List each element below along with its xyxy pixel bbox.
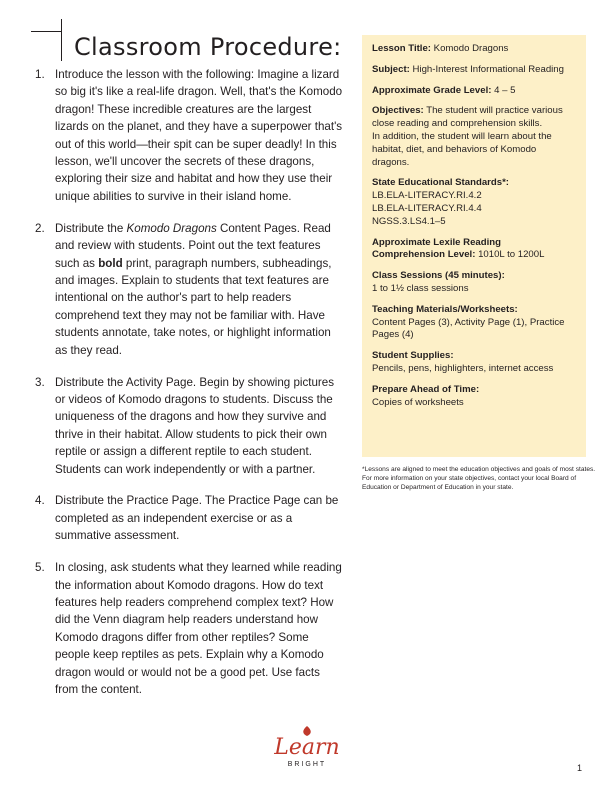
step-number: 1. (35, 68, 45, 81)
step-text: In closing, ask students what they learned while reading the information about Komodo dragons. How do text features help readers comprehend complex text? How did the Venn diagram help readers understand how Komodo dragons differ from other reptiles? Some people keep reptiles as pets. Explain why a Komodo dragon would or would not be a good pet. Use facts from the content. (55, 561, 342, 696)
step-text: Introduce the lesson with the following: Imagine a lizard so big it's like a real-life dragon. Well, that's the Komodo dragon! These incredible creatures are the largest lizards on the planet, and they have a superpower that's out of this world—their spit can be super deadly! In this lesson, we'll uncover the secrets of these dragons, exploring their size and habitat and how they use their unique abilities to survive in their island home. (55, 68, 343, 203)
procedure-step (31, 374, 345, 478)
step-text: Distribute the Activity Page. Begin by showing pictures or videos of Komodo dragons to students. Discuss the uniqueness of the dragons and how they survive and thrive in their habitat. Allow students to pick their own reptile or assign a different reptile to each student. Students can work independently or with a partner. (55, 375, 335, 476)
class-sessions-field: Class Sessions (45 minutes): 1 to 1½ class sessions (372, 270, 505, 294)
procedure-step (31, 220, 345, 359)
step-number: 2. (35, 221, 45, 235)
italic-title: Komodo Dragons (126, 221, 217, 235)
lesson-title-field: Lesson Title: Komodo Dragons (372, 43, 509, 54)
prepare-field: Prepare Ahead of Time: Copies of worksheets (372, 383, 480, 408)
step-number: 5. (35, 561, 45, 575)
grade-level-field: Approximate Grade Level: 4 – 5 (372, 84, 516, 96)
page-title: Classroom Procedure: (74, 33, 342, 61)
bold-word: bold (98, 256, 123, 270)
title-corner-rule-vertical (61, 19, 62, 61)
procedure-step (31, 492, 345, 544)
lexile-field: Approximate Lexile Reading Comprehension Level: 1010L to 1200L (372, 236, 545, 261)
step-text: Distribute the Komodo Dragons Content Pages. Read and review with students. Point out the text features such as bold print, paragraph numbers, subheadings, and images. Explain to students that text features are intentional on the author's part to help readers comprehend text they may not be familiar with. Have students annotate, take notes, or highlight information as they read. (55, 221, 332, 357)
standards-field: State Educational Standards*: LB.ELA-LITERACY.RI.4.2 LB.ELA-LITERACY.RI.4.4 NGSS.3.LS4.1–5 (372, 177, 510, 227)
page-number: 1 (577, 763, 583, 773)
logo-subword: BRIGHT (287, 761, 327, 768)
step-number: 4. (35, 494, 45, 508)
procedure-step (31, 559, 345, 698)
step-number: 3. (35, 375, 45, 389)
standards-footnote: *Lessons are aligned to meet the education objectives and goals of most states. For more information on your state objectives, contact your local Board of Education or Department of Education in your state. (362, 466, 596, 492)
procedure-list (31, 66, 345, 713)
subject-field: Subject: High-Interest Informational Reading (372, 63, 564, 75)
objectives-field: Objectives: The student will practice various close reading and comprehension skills. In addition, the student will learn about the habitat, diet, and behaviors of Komodo dragons. (372, 105, 563, 168)
supplies-field: Student Supplies: Pencils, pens, highlighters, internet access (372, 350, 554, 374)
lesson-info-sidebar (362, 35, 586, 457)
materials-field: Teaching Materials/Worksheets: Content Pages (3), Activity Page (1), Practice Pages (4) (372, 303, 565, 341)
learn-bright-logo (252, 724, 362, 768)
step-text: Distribute the Practice Page. The Practice Page can be completed as an independent exercise or as a summative assessment. (55, 494, 339, 543)
title-corner-rule-horizontal (31, 31, 61, 32)
logo-word: Learn (274, 735, 340, 760)
procedure-step (31, 66, 345, 205)
